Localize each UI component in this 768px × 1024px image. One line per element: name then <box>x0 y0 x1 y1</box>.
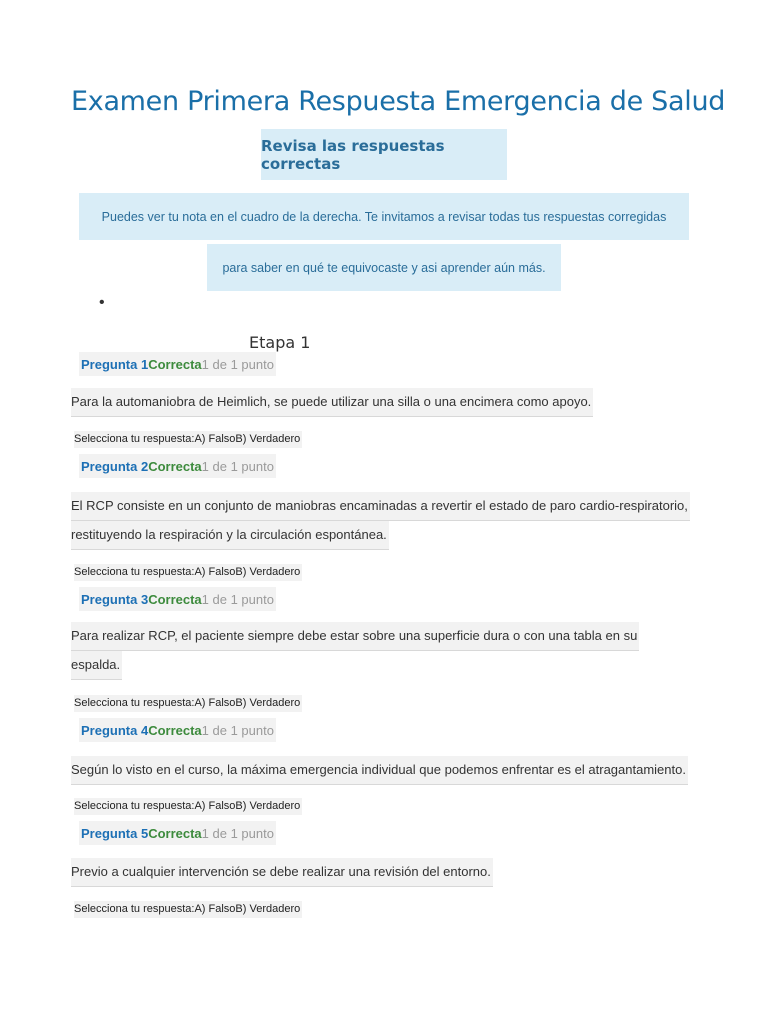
list-bullet: • <box>99 294 105 311</box>
question-header <box>79 454 276 478</box>
stage-heading: Etapa 1 <box>249 333 311 352</box>
question-status: Correcta <box>148 356 202 372</box>
question-text: Previo a cualquier intervención se debe realizar una revisión del entorno. <box>71 858 493 887</box>
question-header <box>79 718 276 742</box>
answer-options[interactable]: Selecciona tu respuesta:A) FalsoB) Verdadero <box>74 901 302 918</box>
review-banner: Revisa las respuestas correctas <box>261 129 507 180</box>
question-points: 1 de 1 punto <box>201 458 274 474</box>
question-header <box>79 821 276 845</box>
question-points: 1 de 1 punto <box>201 356 274 372</box>
question-text: espalda. <box>71 651 122 680</box>
answer-options[interactable]: Selecciona tu respuesta:A) FalsoB) Verdadero <box>74 695 302 712</box>
question-points: 1 de 1 punto <box>201 825 274 841</box>
question-header <box>79 352 276 376</box>
question-text: Para realizar RCP, el paciente siempre debe estar sobre una superficie dura o con una tabla en su <box>71 622 639 651</box>
question-number: Pregunta 4 <box>81 722 149 738</box>
question-text: El RCP consiste en un conjunto de maniobras encaminadas a revertir el estado de paro cardio-respiratorio, <box>71 492 690 521</box>
question-status: Correcta <box>148 825 202 841</box>
question-status: Correcta <box>148 591 202 607</box>
question-number: Pregunta 5 <box>81 825 149 841</box>
info-line-2: para saber en qué te equivocaste y asi aprender aún más. <box>207 244 561 291</box>
answer-options[interactable]: Selecciona tu respuesta:A) FalsoB) Verdadero <box>74 798 302 815</box>
question-points: 1 de 1 punto <box>201 591 274 607</box>
answer-options[interactable]: Selecciona tu respuesta:A) FalsoB) Verdadero <box>74 431 302 448</box>
question-number: Pregunta 1 <box>81 356 149 372</box>
question-status: Correcta <box>148 722 202 738</box>
page-title: Examen Primera Respuesta Emergencia de Salud <box>71 86 726 117</box>
question-number: Pregunta 3 <box>81 591 149 607</box>
question-number: Pregunta 2 <box>81 458 149 474</box>
answer-options[interactable]: Selecciona tu respuesta:A) FalsoB) Verdadero <box>74 564 302 581</box>
question-text: Para la automaniobra de Heimlich, se puede utilizar una silla o una encimera como apoyo. <box>71 388 593 417</box>
question-points: 1 de 1 punto <box>201 722 274 738</box>
info-line-1: Puedes ver tu nota en el cuadro de la derecha. Te invitamos a revisar todas tus respuestas corregidas <box>79 193 689 240</box>
question-status: Correcta <box>148 458 202 474</box>
question-text: Según lo visto en el curso, la máxima emergencia individual que podemos enfrentar es el atragantamiento. <box>71 756 688 785</box>
question-text: restituyendo la respiración y la circulación espontánea. <box>71 521 389 550</box>
question-header <box>79 587 276 611</box>
